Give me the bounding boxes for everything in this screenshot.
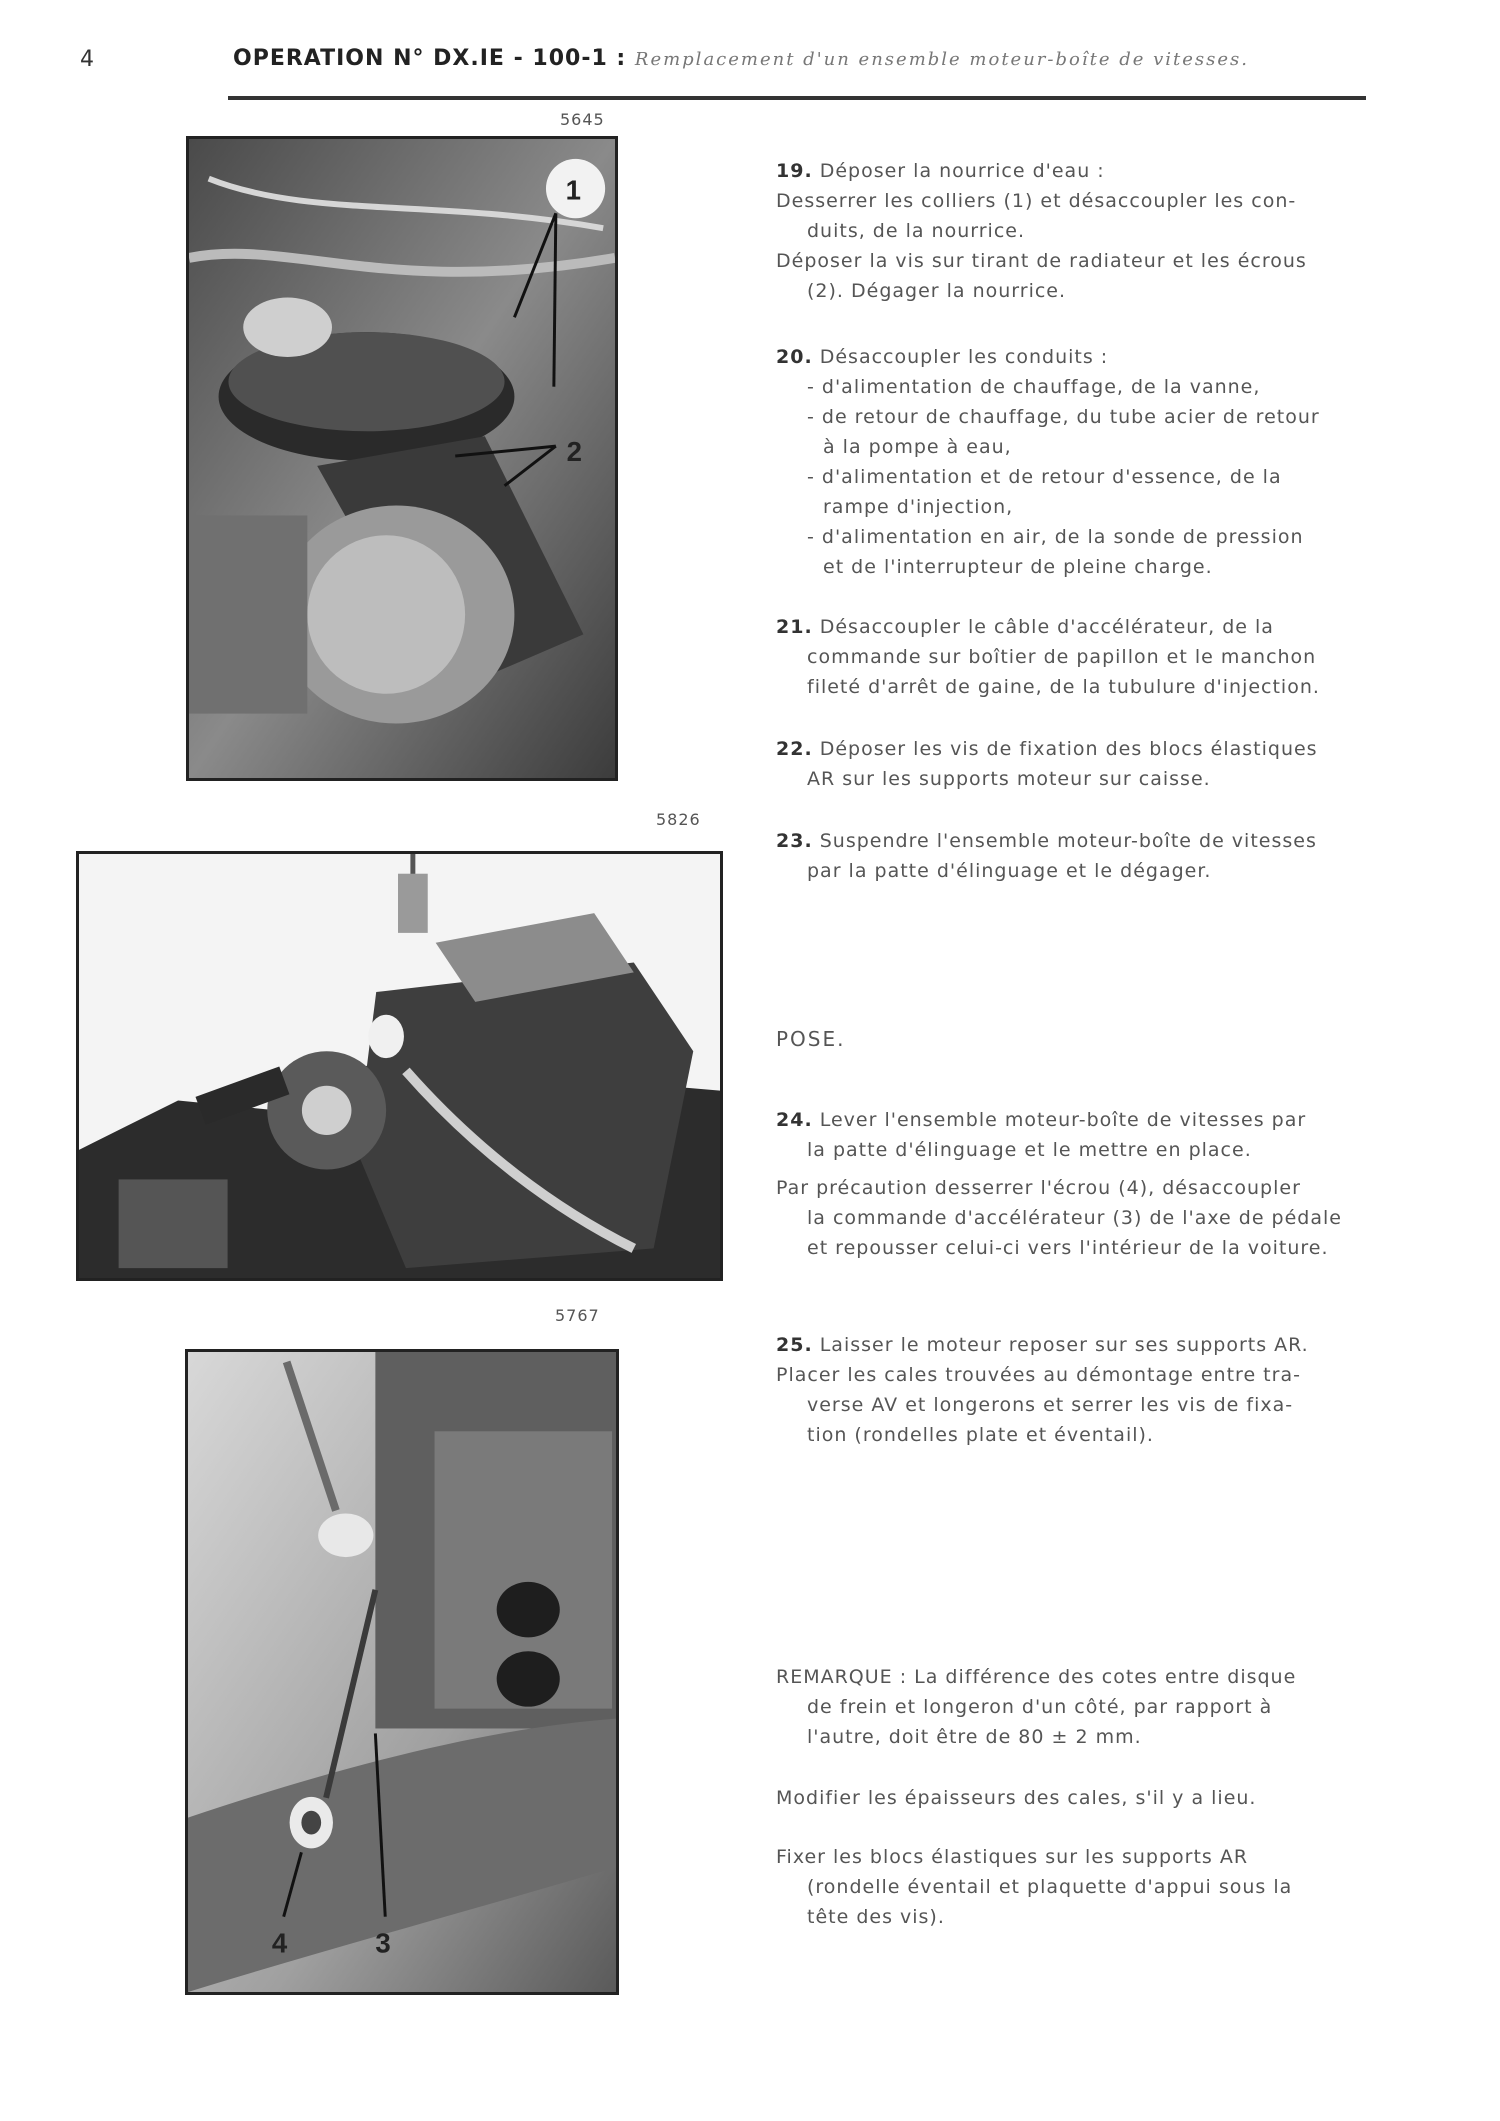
step-22-number: 22.	[776, 738, 813, 760]
callout-1: 1	[565, 174, 582, 206]
figure-number-5826: 5826	[656, 810, 701, 829]
step-23-number: 23.	[776, 830, 813, 852]
step-19-line: duits, de la nourrice.	[807, 220, 1026, 242]
step-21-line: Désaccoupler le câble d'accélérateur, de la	[819, 616, 1274, 638]
step-19-line: (2). Dégager la nourrice.	[807, 280, 1067, 302]
step-20-line: à la pompe à eau,	[823, 436, 1012, 458]
photo-accelerator-linkage	[185, 1349, 619, 1995]
step-24-line: Lever l'ensemble moteur-boîte de vitesses par	[819, 1109, 1307, 1131]
photo-engine-hoist	[76, 851, 723, 1281]
page-number: 4	[80, 47, 94, 72]
step-21	[776, 612, 1376, 702]
step-23	[776, 826, 1376, 886]
step-19-title: Déposer la nourrice d'eau :	[819, 160, 1105, 182]
step-19-number: 19.	[776, 160, 813, 182]
step-21-line: fileté d'arrêt de gaine, de la tubulure d'injection.	[807, 676, 1320, 698]
step-20-line: rampe d'injection,	[823, 496, 1014, 518]
fix-line: (rondelle éventail et plaquette d'appui sous la	[807, 1876, 1293, 1898]
remark-line: l'autre, doit être de 80 ± 2 mm.	[807, 1726, 1142, 1748]
remark-line: de frein et longeron d'un côté, par rapport à	[807, 1696, 1273, 1718]
figure-number-5767: 5767	[555, 1306, 600, 1325]
step-20-line: - d'alimentation de chauffage, de la vanne,	[807, 376, 1261, 398]
step-23-line: Suspendre l'ensemble moteur-boîte de vitesses	[819, 830, 1317, 852]
step-24-line: la patte d'élinguage et le mettre en place.	[807, 1139, 1252, 1161]
fix-blocks-note	[776, 1842, 1376, 1932]
step-19-line: Desserrer les colliers (1) et désaccoupler les con-	[776, 190, 1297, 212]
section-heading-pose: POSE.	[776, 1027, 846, 1051]
step-20	[776, 342, 1376, 582]
step-24-number: 24.	[776, 1109, 813, 1131]
figure-number-5645: 5645	[560, 110, 605, 129]
step-25-line: Laisser le moteur reposer sur ses supports AR.	[819, 1334, 1309, 1356]
step-25-number: 25.	[776, 1334, 813, 1356]
fix-line: tête des vis).	[807, 1906, 945, 1928]
step-21-number: 21.	[776, 616, 813, 638]
step-24-note-line: la commande d'accélérateur (3) de l'axe de pédale	[807, 1207, 1342, 1229]
step-19-line: Déposer la vis sur tirant de radiateur et les écrous	[776, 250, 1307, 272]
step-20-line: - de retour de chauffage, du tube acier de retour	[807, 406, 1320, 428]
step-22	[776, 734, 1376, 794]
step-24-note-line: et repousser celui-ci vers l'intérieur de la voiture.	[807, 1237, 1329, 1259]
callout-2: 2	[566, 435, 583, 467]
step-20-line: - d'alimentation et de retour d'essence, de la	[807, 466, 1282, 488]
header-rule	[228, 96, 1366, 100]
operation-title: OPERATION N° DX.IE - 100-1 :	[233, 46, 627, 71]
step-22-line: AR sur les supports moteur sur caisse.	[807, 768, 1211, 790]
callout-4: 4	[271, 1927, 288, 1959]
step-24-note-line: Par précaution desserrer l'écrou (4), désaccoupler	[776, 1177, 1301, 1199]
step-23-line: par la patte d'élinguage et le dégager.	[807, 860, 1212, 882]
step-22-line: Déposer les vis de fixation des blocs élastiques	[819, 738, 1318, 760]
step-20-line: - d'alimentation en air, de la sonde de pression	[807, 526, 1304, 548]
step-25	[776, 1330, 1376, 1450]
step-25-line: verse AV et longerons et serrer les vis de fixa-	[807, 1394, 1294, 1416]
photo-water-tank	[186, 136, 618, 781]
step-25-line: Placer les cales trouvées au démontage entre tra-	[776, 1364, 1301, 1386]
callout-3: 3	[375, 1927, 391, 1959]
step-25-line: tion (rondelles plate et éventail).	[807, 1424, 1154, 1446]
modify-shims-note: Modifier les épaisseurs des cales, s'il y a lieu.	[776, 1787, 1257, 1809]
step-24	[776, 1105, 1376, 1263]
step-19	[776, 156, 1376, 306]
page-title	[233, 46, 1249, 71]
step-20-title: Désaccoupler les conduits :	[819, 346, 1109, 368]
remark	[776, 1662, 1376, 1752]
step-20-line: et de l'interrupteur de pleine charge.	[823, 556, 1213, 578]
remark-line: REMARQUE : La différence des cotes entre disque	[776, 1666, 1297, 1688]
operation-subtitle: Remplacement d'un ensemble moteur-boîte de vitesses.	[634, 49, 1249, 70]
fix-line: Fixer les blocs élastiques sur les supports AR	[776, 1846, 1249, 1868]
step-21-line: commande sur boîtier de papillon et le manchon	[807, 646, 1317, 668]
step-20-number: 20.	[776, 346, 813, 368]
